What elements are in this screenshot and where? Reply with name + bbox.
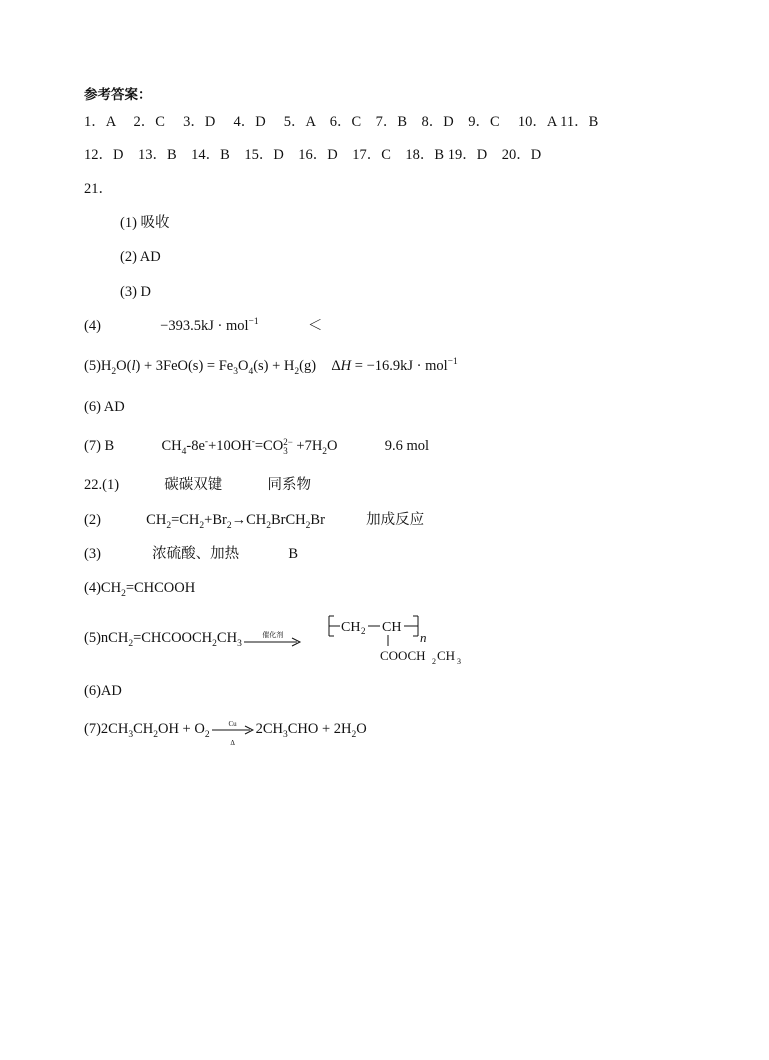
q21-part-7-electrode-equation: $CH_4-8e^-+10OH^-=CO2-$ $3 +7H_2O$ <box>161 436 338 457</box>
q21-part-2: (2) AD <box>120 249 161 265</box>
svg-text:CH: CH <box>341 620 361 635</box>
q22-part-3-conditions: 浓硫酸、加热 <box>152 546 240 562</box>
copper-heat-arrow <box>212 719 254 747</box>
svg-text:2: 2 <box>432 657 436 666</box>
q22-part-4: $(4)CH_2=CHCOOH$ <box>84 580 196 599</box>
q22-part-2 <box>84 511 424 529</box>
arrow-top-label: Cu <box>228 719 237 728</box>
catalyst-label: 催化剂 <box>262 630 284 639</box>
catalyst-arrow <box>244 632 302 646</box>
polymer-structure <box>326 612 486 672</box>
choice-answers-row-2: 12．D 13．B 14．B 15．D 16．D 17．C 18．B 19．D 20．D <box>84 147 542 163</box>
q21-part-6: (6) AD <box>84 399 125 415</box>
q22-part-1-answer-a: 碳碳双键 <box>164 477 223 493</box>
q22-part-2-reaction-type: 加成反应 <box>366 512 425 528</box>
svg-text:CH: CH <box>382 620 402 635</box>
q21-part-1: (1) 吸收 <box>120 215 170 231</box>
q21-part-4 <box>84 317 322 335</box>
q22-part-1 <box>84 476 311 494</box>
svg-text:3: 3 <box>457 657 461 666</box>
q22-part-6: (6)AD <box>84 683 122 699</box>
svg-text:COOCH: COOCH <box>380 648 426 663</box>
q21-part-4-exponent: −1 <box>248 317 259 328</box>
q21-part-5: $(5)H_2O(l) + 3FeO(s) = Fe_3O_4(s) + H_2(g) \Delta H = -16.9kJ \cdot mol^{-1}$ <box>84 357 458 377</box>
q21-label: 21． <box>84 181 113 197</box>
choice-answers-row-1: 1．A 2．C 3．D 4．D 5．A 6．C 7．B 8．D 9．C 10．A 11．B <box>84 114 599 130</box>
q21-part-4-compare: ＜ <box>307 318 323 334</box>
q22-part-2-equation: $CH_2=CH_2+Br_2\to CH_2BrCH_2Br$ <box>146 512 325 531</box>
q21-part-7-amount: 9.6 mol <box>384 438 430 454</box>
q22-part-5: $(5)nCH_2=CHCOOCH_2CH_3$ 催化剂 <box>84 629 302 647</box>
svg-text:2: 2 <box>361 626 366 636</box>
answer-header: 参考答案： <box>84 87 152 103</box>
svg-text:CH: CH <box>437 648 456 663</box>
q21-part-3: (3) D <box>120 284 152 300</box>
q22-part-5-label: (5) <box>84 630 101 646</box>
q21-part-5-delta-h: ΔH = −16.9kJ · mol$^{-1}$ <box>331 357 458 374</box>
svg-text:n: n <box>420 630 427 645</box>
q22-part-3-label: (3) <box>84 546 101 562</box>
q22-part-3-answer: B <box>288 546 299 562</box>
q22-part-2-label: (2) <box>84 512 101 528</box>
q22-part-3 <box>84 545 298 563</box>
q21-part-7 <box>84 437 429 456</box>
q21-part-4-label: (4) <box>84 318 101 334</box>
q22-part-1-label: 22.(1) <box>84 477 120 493</box>
q21-part-7-label: (7) B <box>84 438 115 454</box>
q22-part-7-label: (7) <box>84 721 101 737</box>
q21-part-4-value: −393.5kJ · mol <box>160 318 249 334</box>
q22-part-7: $(7)2CH_3CH_2OH + O_2$ Cu Δ $2CH_3CHO + 2H_2O$ <box>84 720 367 739</box>
q22-part-1-answer-b: 同系物 <box>267 477 312 493</box>
q21-part-5-label: (5) <box>84 358 101 374</box>
arrow-bottom-label: Δ <box>230 738 235 747</box>
